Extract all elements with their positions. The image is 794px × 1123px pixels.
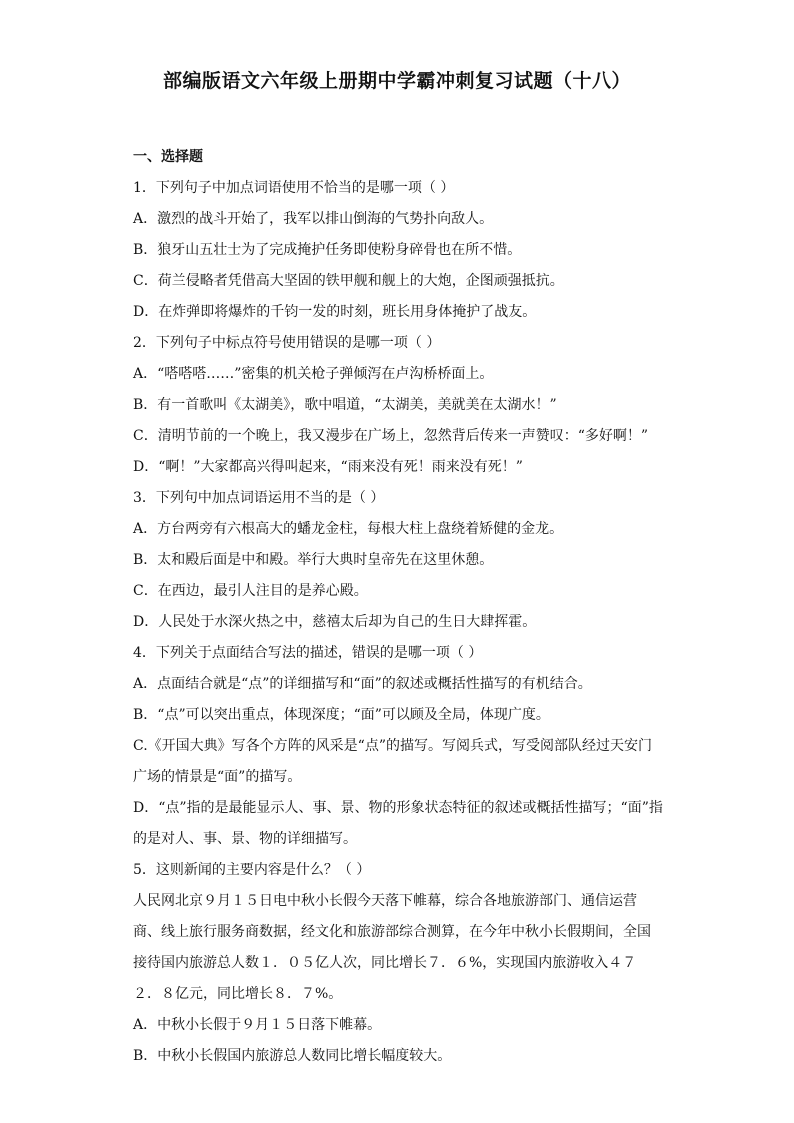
question-5-option-b: B．中秋小长假国内旅游总人数同比增长幅度较大。 xyxy=(133,1048,452,1064)
question-1-option-a: A．激烈的战斗开始了，我军以排山倒海的气势扑向敌人。 xyxy=(133,211,494,227)
document-title: 部编版语文六年级上册期中学霸冲刺复习试题（十八） xyxy=(162,70,631,92)
question-2-option-a: A．“嗒嗒嗒……”密集的机关枪子弹倾泻在卢沟桥桥面上。 xyxy=(133,366,494,382)
question-4-option-a: A．点面结合就是“点”的详细描写和“面”的叙述或概括性描写的有机结合。 xyxy=(133,676,592,692)
section-heading: 一、选择题 xyxy=(133,149,203,165)
question-1-option-d: D．在炸弹即将爆炸的千钧一发的时刻，班长用身体掩护了战友。 xyxy=(133,304,537,320)
question-3-option-c: C．在西边，最引人注目的是养心殿。 xyxy=(133,583,368,599)
question-4-option-c: C.《开国大典》写各个方阵的风采是“点”的描写。写阅兵式，写受阅部队经过天安门广场的情景是“面”的描写。 xyxy=(133,738,652,785)
question-4-stem: 4．下列关于点面结合写法的描述，错误的是哪一项（ ） xyxy=(133,645,483,661)
question-3-option-d: D．人民处于水深火热之中，慈禧太后却为自己的生日大肆挥霍。 xyxy=(133,614,537,630)
question-2-option-d: D．“啊！”大家都高兴得叫起来，“雨来没有死！雨来没有死！” xyxy=(133,459,523,475)
question-5-option-a: A．中秋小长假于９月１５日落下帷幕。 xyxy=(133,1017,382,1033)
question-5-passage: 人民网北京９月１５日电中秋小长假今天落下帷幕，综合各地旅游部门、通信运营商、线上旅行服务商数据，经文化和旅游部综合测算，在今年中秋小长假期间，全国接待国内旅游总人数１．０５亿人次，同比增长７．６%，实现国内旅游收入４７２．８亿元，同比增长８．７%。 xyxy=(133,893,651,1002)
question-1-option-c: C．荷兰侵略者凭借高大坚固的铁甲舰和舰上的大炮，企图顽强抵抗。 xyxy=(133,273,564,289)
question-5-stem: 5．这则新闻的主要内容是什么？（ ） xyxy=(133,862,371,878)
question-1-stem: 1．下列句子中加点词语使用不恰当的是哪一项（ ） xyxy=(133,180,455,196)
question-1-option-b: B．狼牙山五壮士为了完成掩护任务即使粉身碎骨也在所不惜。 xyxy=(133,242,522,258)
question-2-option-b: B．有一首歌叫《太湖美》，歌中唱道，“太湖美，美就美在太湖水！” xyxy=(133,397,557,413)
question-2-stem: 2．下列句子中标点符号使用错误的是哪一项（ ） xyxy=(133,335,441,351)
question-4-option-d: D．“点”指的是最能显示人、事、景、物的形象状态特征的叙述或概括性描写；“面”指的是对人、事、景、物的详细描写。 xyxy=(133,800,663,847)
question-3-option-a: A．方台两旁有六根高大的蟠龙金柱，每根大柱上盘绕着矫健的金龙。 xyxy=(133,521,564,537)
exam-content xyxy=(133,142,663,1072)
question-3-option-b: B．太和殿后面是中和殿。举行大典时皇帝先在这里休憩。 xyxy=(133,552,494,568)
question-4-option-b: B．“点”可以突出重点，体现深度；“面”可以顾及全局，体现广度。 xyxy=(133,707,550,723)
question-2-option-c: C．清明节前的一个晚上，我又漫步在广场上，忽然背后传来一声赞叹：“多好啊！” xyxy=(133,428,649,444)
question-3-stem: 3．下列句中加点词语运用不当的是（ ） xyxy=(133,490,385,506)
